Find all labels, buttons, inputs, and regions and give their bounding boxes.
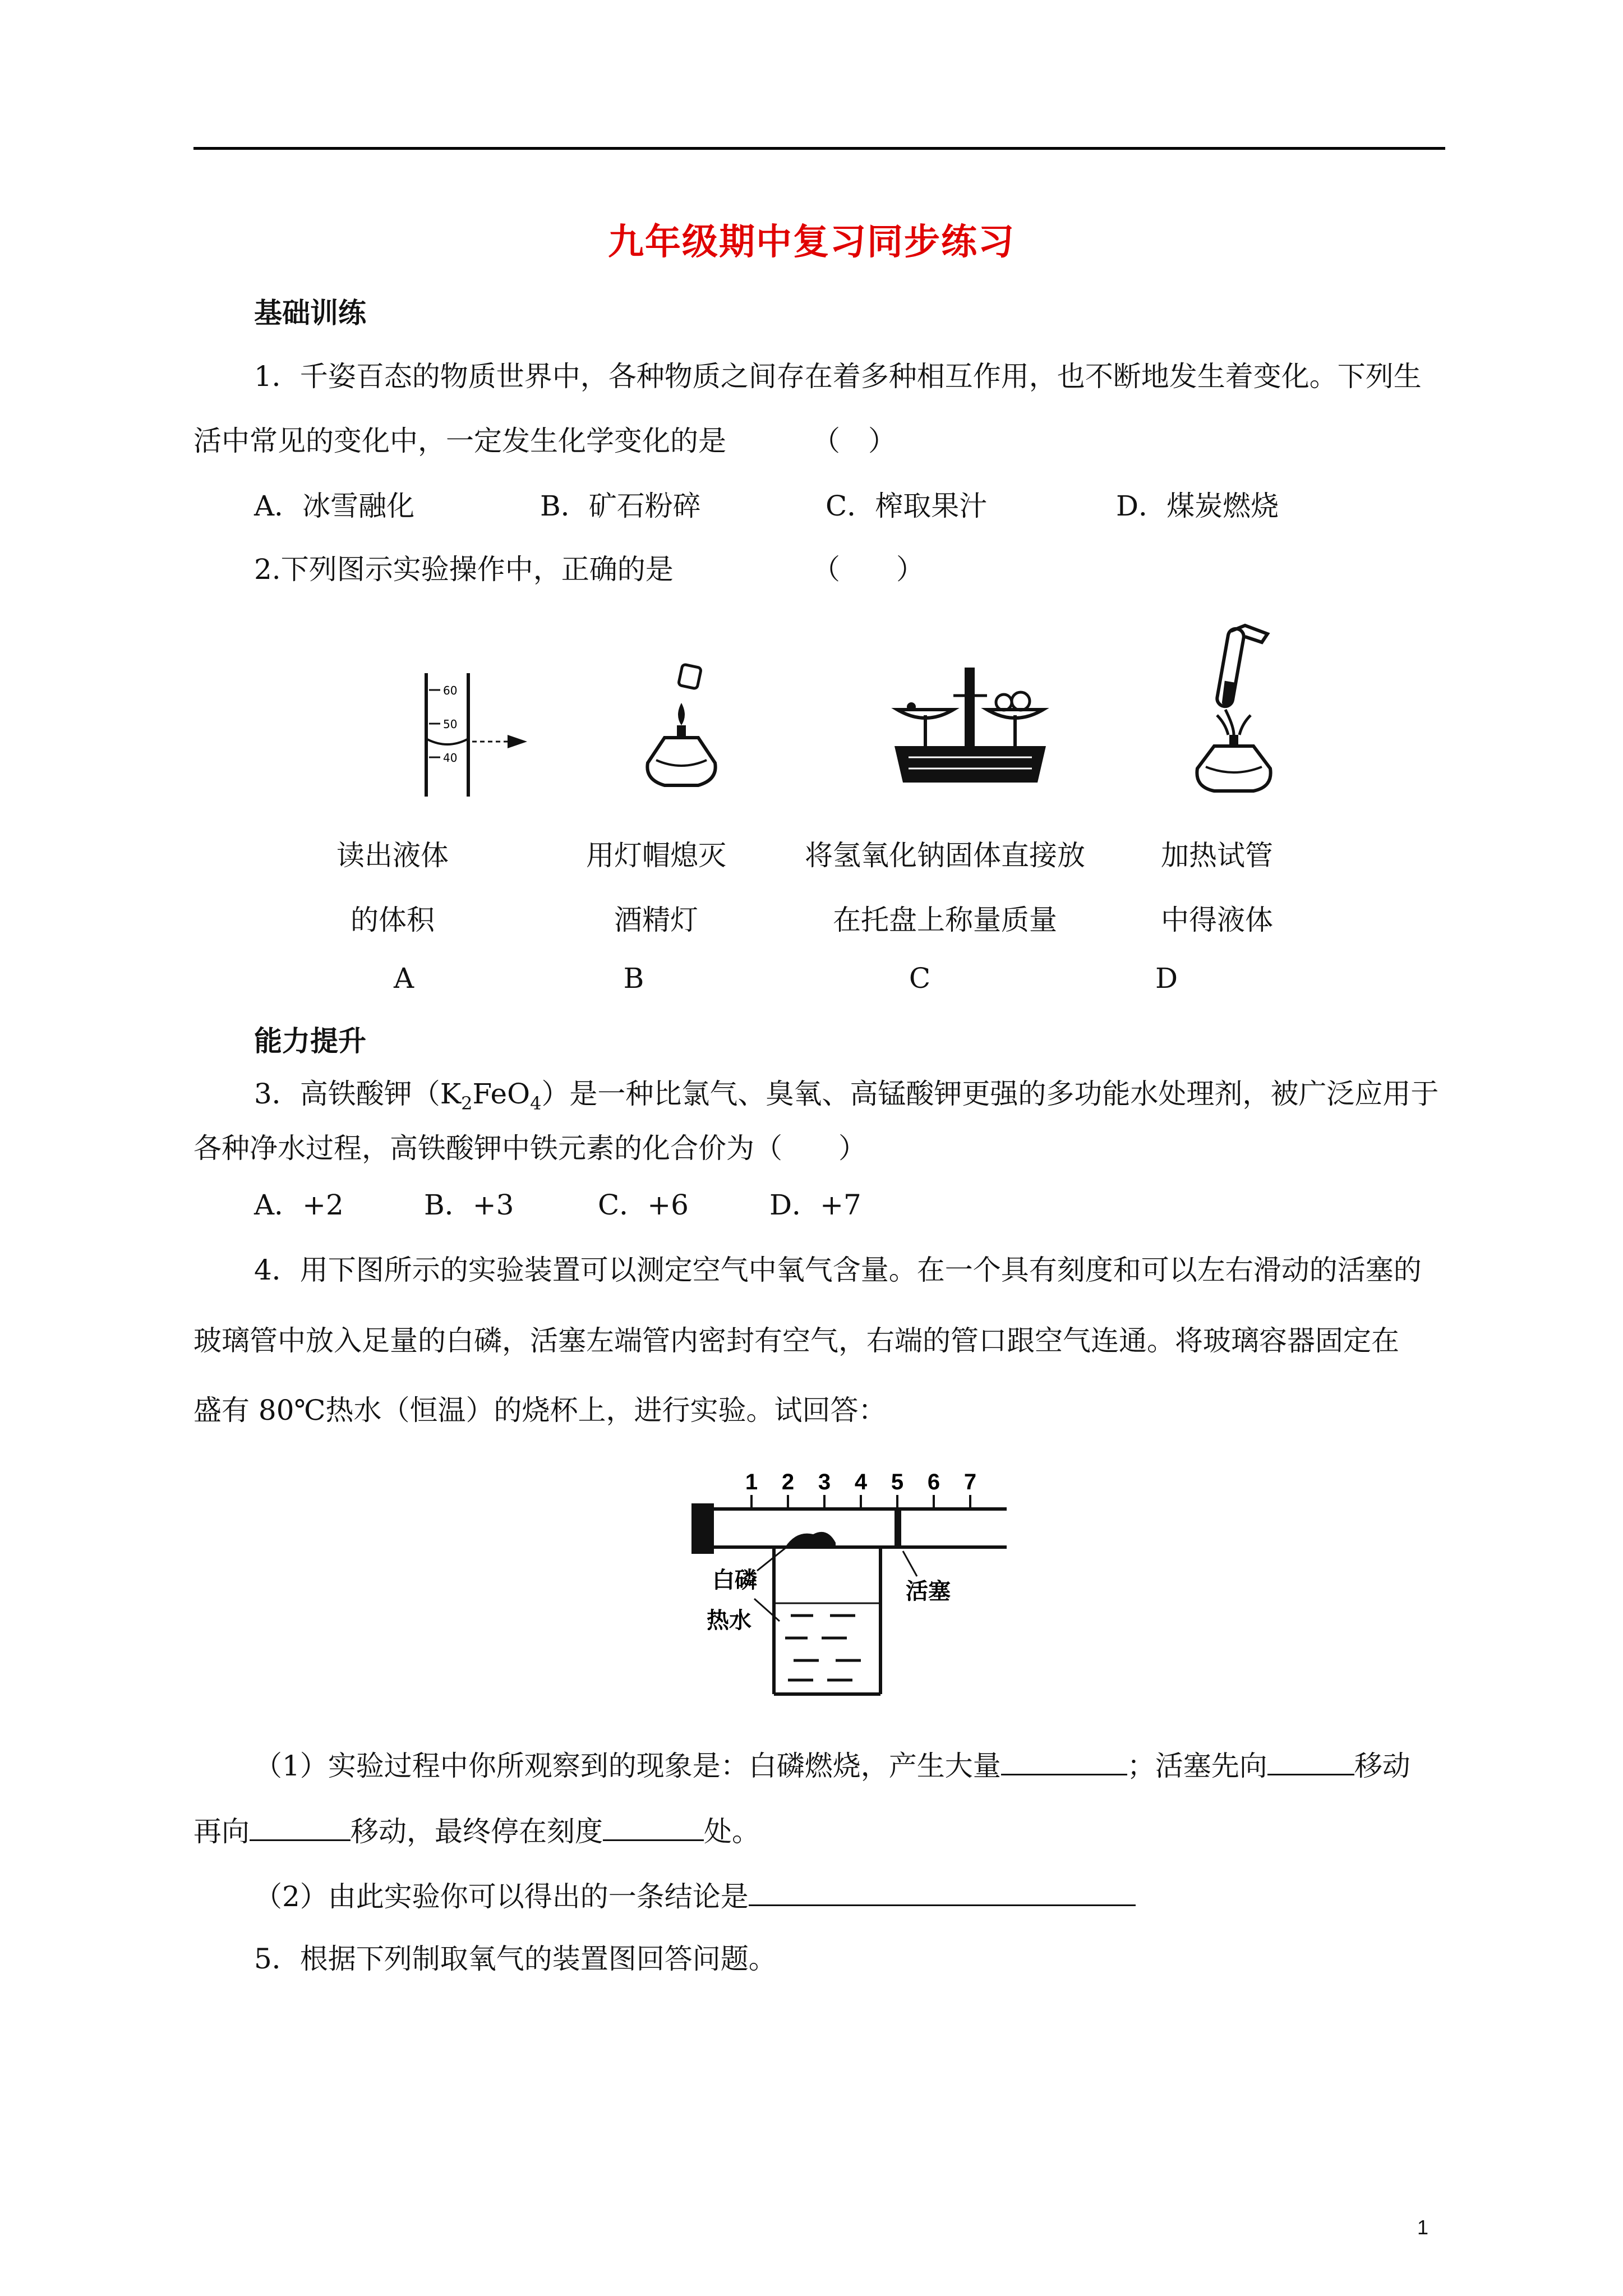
scale-label-4: 4 xyxy=(854,1470,868,1494)
q4-sub1-text-f: 处。 xyxy=(704,1815,760,1848)
q4-sub2-text: （2）由此实验你可以得出的一条结论是 xyxy=(254,1880,749,1913)
q4-sub1-text-a: （1）实验过程中你所观察到的现象是：白磷燃烧，产生大量 xyxy=(254,1750,1001,1782)
q3-option-b: B．+3 xyxy=(424,1189,514,1221)
label-piston: 活塞 xyxy=(906,1579,951,1604)
q2-letter-a: A xyxy=(393,962,414,995)
q1-option-a: A．冰雪融化 xyxy=(254,490,415,522)
label-white-phosphorus: 白磷 xyxy=(712,1567,757,1593)
q2-caption-b-line2: 酒精灯 xyxy=(614,904,698,936)
q1-line2: 活中常见的变化中，一定发生化学变化的是 xyxy=(193,425,726,457)
cylinder-tick-60: 60 xyxy=(443,684,458,697)
q2-caption-c-line2: 在托盘上称量质量 xyxy=(833,904,1057,936)
q3-formula-mid: FeO xyxy=(472,1078,531,1110)
scale-label-1: 1 xyxy=(745,1470,758,1494)
scale-label-2: 2 xyxy=(781,1470,795,1494)
q2-caption-a-line2: 的体积 xyxy=(351,904,435,936)
cylinder-tick-50: 50 xyxy=(443,717,458,731)
q3-sub-2: 2 xyxy=(461,1093,473,1114)
q4-blank-1[interactable] xyxy=(1001,1748,1127,1775)
q1-line1: 1．千姿百态的物质世界中，各种物质之间存在着多种相互作用，也不断地发生着变化。下列生 xyxy=(254,360,1422,393)
q2-stem: 2.下列图示实验操作中，正确的是 xyxy=(254,553,674,586)
q4-blank-2[interactable] xyxy=(1267,1748,1354,1775)
q3-line1-post: ）是一种比氯气、臭氧、高锰酸钾更强的多功能水处理剂，被广泛应用于 xyxy=(541,1078,1439,1110)
q4-blank-5[interactable] xyxy=(749,1879,1136,1906)
q5-stem: 5．根据下列制取氧气的装置图回答问题。 xyxy=(254,1943,777,1975)
q4-blank-3[interactable] xyxy=(250,1814,351,1841)
scale-label-5: 5 xyxy=(891,1470,904,1494)
q4-sub2-line xyxy=(254,1879,1136,1913)
label-hot-water: 热水 xyxy=(707,1608,751,1634)
q2-answer-paren: （ ） xyxy=(812,553,924,586)
page-title: 九年级期中复习同步练习 xyxy=(608,221,1015,263)
q3-option-c: C．+6 xyxy=(598,1189,689,1221)
q1-option-c: C．榨取果汁 xyxy=(826,490,988,522)
q3-line1-pre: 3．高铁酸钾（K xyxy=(254,1078,462,1110)
q3-option-a: A．+2 xyxy=(254,1189,344,1221)
q3-line2: 各种净水过程，高铁酸钾中铁元素的化合价为（ ） xyxy=(193,1132,866,1165)
q2-letter-d: D xyxy=(1155,962,1178,995)
figure-graduated-cylinder xyxy=(415,668,538,802)
q2-letter-b: B xyxy=(623,962,644,995)
page-number: 1 xyxy=(1417,2216,1429,2239)
q1-option-d: D．煤炭燃烧 xyxy=(1116,490,1279,522)
q2-letter-c: C xyxy=(909,962,931,995)
q2-caption-b-line1: 用灯帽熄灭 xyxy=(586,839,726,872)
scale-label-3: 3 xyxy=(818,1470,831,1494)
q4-sub1-text-b: ；活塞先向 xyxy=(1127,1750,1267,1782)
q1-answer-paren: （ ） xyxy=(812,425,896,457)
q4-sub1-line1 xyxy=(254,1748,1410,1783)
header-rule xyxy=(193,147,1445,150)
figure-alcohol-lamp-cap xyxy=(637,659,726,794)
q4-line1: 4．用下图所示的实验装置可以测定空气中氧气含量。在一个具有刻度和可以左右滑动的活塞的 xyxy=(254,1254,1422,1286)
q2-caption-c-line1: 将氢氧化钠固体直接放 xyxy=(805,839,1085,872)
cylinder-tick-40: 40 xyxy=(443,751,458,765)
q3-line1 xyxy=(254,1077,1438,1120)
q3-sub-4: 4 xyxy=(530,1093,542,1114)
q2-caption-d-line2: 中得液体 xyxy=(1161,904,1273,936)
q4-blank-4[interactable] xyxy=(603,1814,704,1841)
figure-balance xyxy=(886,662,1054,791)
section-heading-basic: 基础训练 xyxy=(254,296,366,329)
q4-line2: 玻璃管中放入足量的白磷，活塞左端管内密封有空气，右端的管口跟空气连通。将玻璃容器固定在 xyxy=(193,1324,1399,1357)
q4-sub1-text-c: 移动 xyxy=(1354,1750,1410,1782)
q4-sub1-text-d: 再向 xyxy=(193,1815,250,1848)
figure-heating-test-tube xyxy=(1183,620,1284,794)
scale-label-6: 6 xyxy=(927,1470,940,1494)
q4-line3: 盛有 80℃热水（恒温）的烧杯上，进行实验。试回答： xyxy=(193,1394,887,1427)
q3-option-d: D．+7 xyxy=(769,1189,861,1221)
scale-label-7: 7 xyxy=(963,1470,977,1494)
q4-sub1-line2 xyxy=(193,1814,760,1848)
figure-oxygen-apparatus xyxy=(687,1464,1023,1705)
q1-option-b: B．矿石粉碎 xyxy=(540,490,701,522)
q4-sub1-text-e: 移动，最终停在刻度 xyxy=(351,1815,603,1848)
section-heading-ability: 能力提升 xyxy=(254,1024,366,1057)
q2-caption-d-line1: 加热试管 xyxy=(1161,839,1273,872)
q2-caption-a-line1: 读出液体 xyxy=(336,839,449,872)
